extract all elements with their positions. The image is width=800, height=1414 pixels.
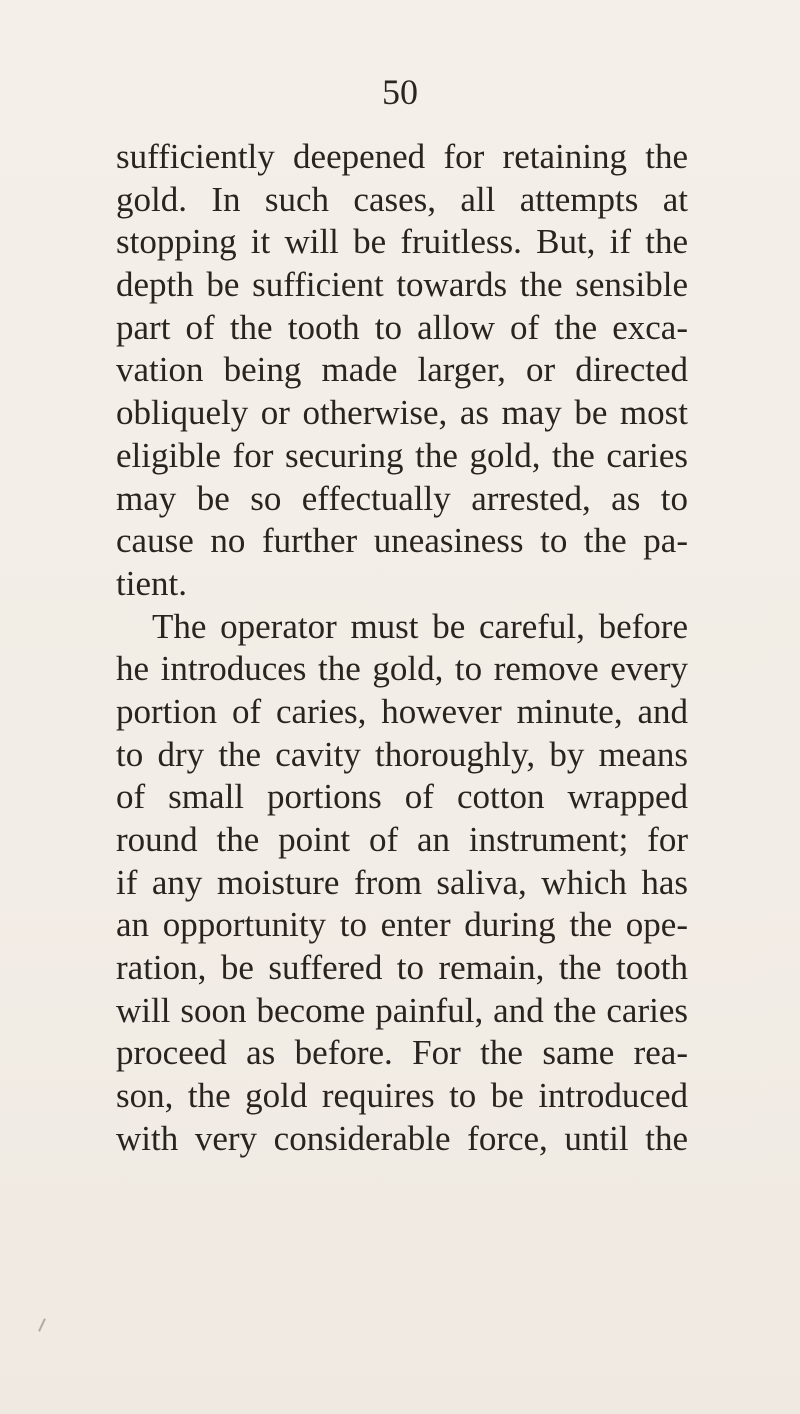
text-line: if any moisture from saliva, which has xyxy=(116,862,688,902)
text-line: may be so effectually arrested, as to xyxy=(116,478,688,518)
text-line: stopping it will be fruitless. But, if the xyxy=(116,222,688,262)
text-line: sufficiently deepened for retaining the xyxy=(116,137,688,176)
text-line: to dry the cavity thoroughly, by means xyxy=(116,734,688,774)
text-line: round the point of an instrument; for xyxy=(116,820,688,859)
text-line: with very considerable force, until the xyxy=(116,1118,688,1158)
text-line: eligible for securing the gold, the caries xyxy=(116,435,688,475)
paragraph-start-line: The operator must be careful, before xyxy=(152,606,688,646)
text-line: cause no further uneasiness to the pa- xyxy=(116,521,688,561)
text-line: ration, be suffered to remain, the tooth xyxy=(116,948,688,988)
margin-pencil-mark xyxy=(38,1318,46,1332)
page-number: 50 xyxy=(382,72,418,112)
text-line: son, the gold requires to be introduced xyxy=(116,1076,688,1116)
text-line: of small portions of cotton wrapped xyxy=(116,777,688,817)
text-line: vation being made larger, or directed xyxy=(116,350,688,390)
text-line: gold. In such cases, all attempts at xyxy=(116,179,688,219)
text-line: portion of caries, however minute, and xyxy=(116,691,688,731)
text-line: proceed as before. For the same rea- xyxy=(116,1033,688,1073)
text-line: an opportunity to enter during the ope- xyxy=(116,905,688,945)
text-line: depth be sufficient towards the sensible xyxy=(116,265,688,305)
text-line: will soon become painful, and the caries xyxy=(116,990,688,1030)
paragraph-end-line: tient. xyxy=(116,563,187,603)
text-line: obliquely or otherwise, as may be most xyxy=(116,393,688,433)
text-line: he introduces the gold, to remove every xyxy=(116,649,688,689)
body-text xyxy=(116,136,688,1161)
text-line: part of the tooth to allow of the exca- xyxy=(116,307,688,347)
